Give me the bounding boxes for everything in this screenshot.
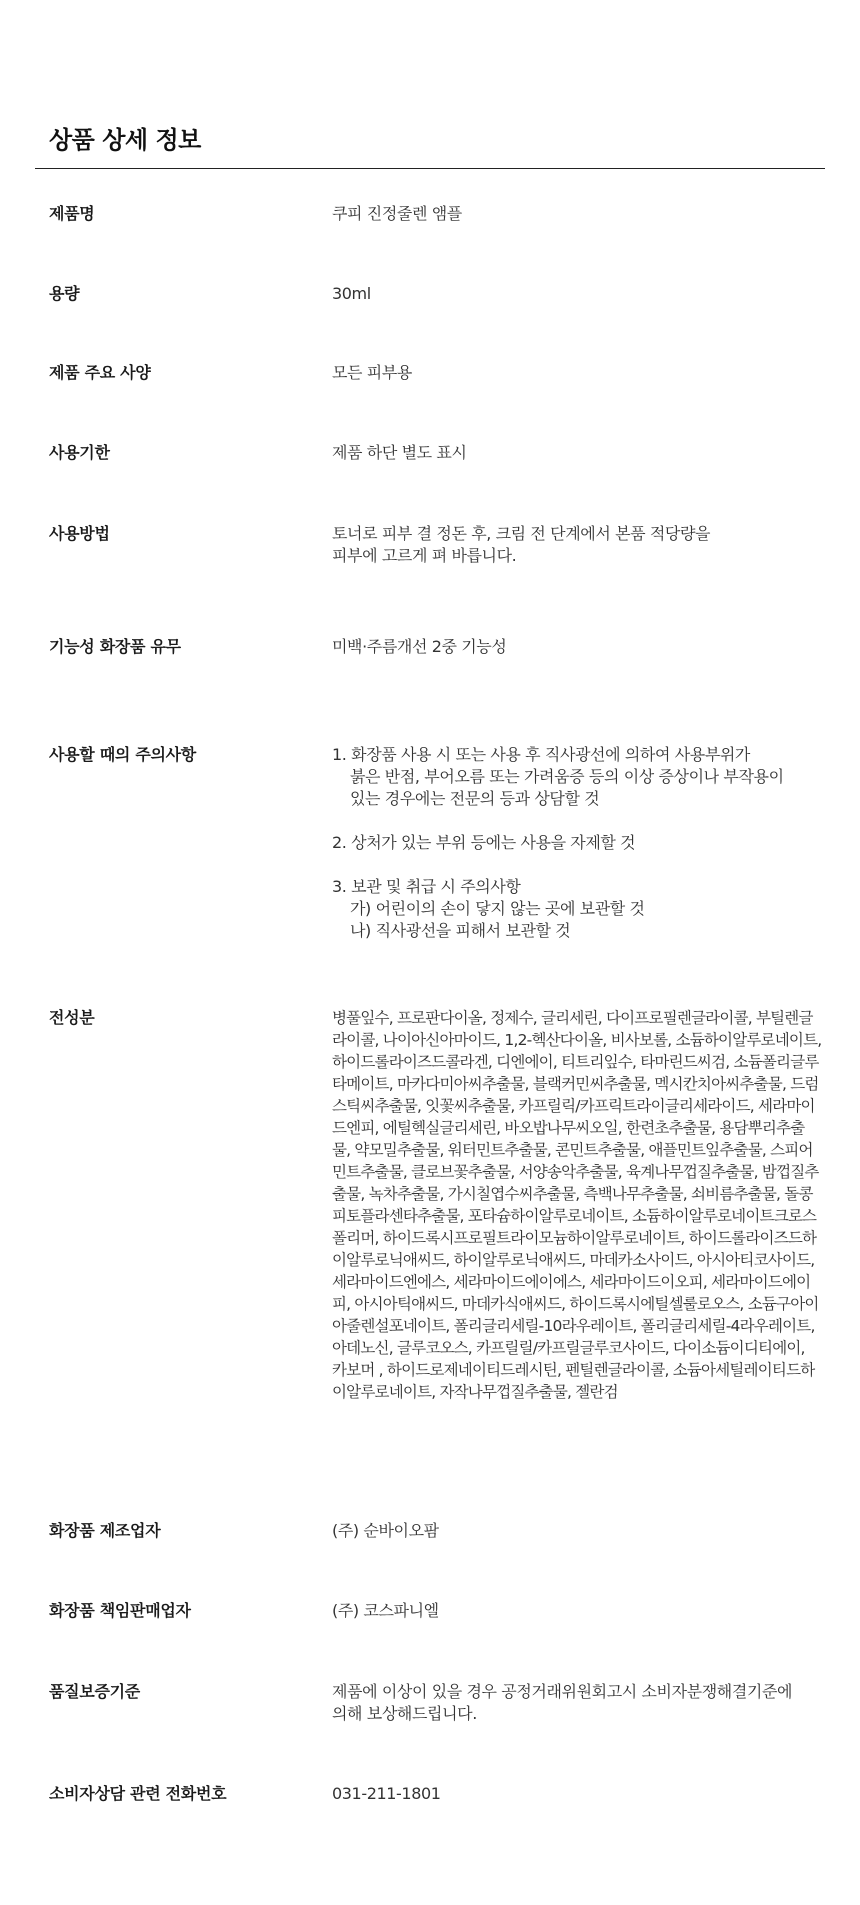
value-seller: (주) 코스파니엘: [332, 1601, 439, 1620]
value-functional: 미백·주름개선 2중 기능성: [332, 637, 507, 656]
label-seller: 화장품 책임판매업자: [49, 1601, 191, 1620]
caution-item: [332, 832, 822, 854]
value-expiry: 제품 하단 별도 표시: [332, 443, 467, 462]
label-usage: 사용방법: [49, 524, 110, 543]
value-product-name: 쿠피 진정줄렌 앰플: [332, 204, 462, 223]
label-volume: 용량: [49, 284, 80, 303]
label-quality: 품질보증기준: [49, 1682, 140, 1701]
value-specs: 모든 피부용: [332, 363, 412, 382]
caution-text: 3. 보관 및 취급 시 주의사항: [332, 877, 521, 896]
value-manufacturer: (주) 순바이오팜: [332, 1521, 439, 1540]
label-cautions: 사용할 때의 주의사항: [49, 745, 196, 764]
caution-text: 2. 상처가 있는 부위 등에는 사용을 자제할 것: [332, 833, 636, 852]
label-phone: 소비자상담 관련 전화번호: [49, 1784, 227, 1803]
value-cautions: [332, 744, 822, 942]
label-product-name: 제품명: [49, 204, 95, 223]
caution-item: [332, 744, 822, 810]
caution-subtext: 나) 직사광선을 피해서 보관할 것: [350, 921, 571, 940]
caution-item: [332, 876, 822, 942]
label-functional: 기능성 화장품 유무: [49, 637, 181, 656]
caution-subtext: 있는 경우에는 전문의 등과 상담할 것: [350, 789, 600, 808]
title-divider: [35, 168, 825, 169]
label-expiry: 사용기한: [49, 443, 110, 462]
usage-line: 피부에 고르게 펴 바릅니다.: [332, 546, 517, 565]
quality-line: 의해 보상해드립니다.: [332, 1704, 477, 1723]
quality-line: 제품에 이상이 있을 경우 공정거래위원회고시 소비자분쟁해결기준에: [332, 1682, 793, 1701]
value-quality: [332, 1681, 822, 1725]
usage-line: 토너로 피부 결 정돈 후, 크림 전 단계에서 본품 적당량을: [332, 524, 711, 543]
value-phone: 031-211-1801: [332, 1784, 441, 1803]
value-usage: [332, 523, 822, 567]
label-manufacturer: 화장품 제조업자: [49, 1521, 161, 1540]
value-volume: 30ml: [332, 284, 371, 303]
label-specs: 제품 주요 사양: [49, 363, 151, 382]
section-title: 상품 상세 정보: [49, 126, 201, 154]
value-ingredients: 병풀잎수, 프로판다이올, 정제수, 글리세린, 다이프로필렌글라이콜, 부틸렌글라이콜, 나이아신아마이드, 1,2-헥산다이올, 비사보롤, 소듐하이알루로네이트, 하이드롤라이즈드콜라겐, 디엔에이, 티트리잎수, 타마린드씨검, 소듐폴리글루타메이트, 마카다미아씨추출물, 블랙커민씨추출물, 멕시칸치아씨추출물, 드럼스틱씨추출물, 잇꽃씨추출물, 카프릴릭/카프릭트라이글리세라이드, 세라마이드엔피, 에틸헥실글리세린, 바오밥나무씨오일, 한련초추출물, 용담뿌리추출물, 약모밀추출물, 워터민트추출물, 콘민트추출물, 애플민트잎추출물, 스피어민트추출물, 클로브꽃추출물, 서양송악추출물, 육계나무껍질추출물, 밤껍질추출물, 녹차추출물, 가시칠엽수씨추출물, 측백나무추출물, 쇠비름추출물, 돌콩피토플라센타추출물, 포타슘하이알루로네이트, 소듐하이알루로네이트크로스폴리머, 하이드록시프로필트라이모늄하이알루로네이트, 하이드롤라이즈드하이알루로닉애씨드, 하이알루로닉애씨드, 마데카소사이드, 아시아티코사이드, 세라마이드엔에스, 세라마이드에이에스, 세라마이드이오피, 세라마이드에이피, 아시아틱애씨드, 마데카식애씨드, 하이드록시에틸셀룰로오스, 소듐구아이아줄렌설포네이트, 폴리글리세릴-10라우레이트, 폴리글리세릴-4라우레이트, 아데노신, 글루코오스, 카프릴릴/카프릴글루코사이드, 다이소듐이디티에이, 카보머 , 하이드로제네이티드레시틴, 펜틸렌글라이콜, 소듐아세틸레이티드하이알루로네이트, 자작나무껍질추출물, 젤란검: [332, 1009, 822, 1401]
caution-text: 1. 화장품 사용 시 또는 사용 후 직사광선에 의하여 사용부위가: [332, 745, 750, 764]
caution-subtext: 가) 어린이의 손이 닿지 않는 곳에 보관할 것: [350, 899, 645, 918]
label-ingredients: 전성분: [49, 1008, 95, 1027]
caution-subtext: 붉은 반점, 부어오름 또는 가려움증 등의 이상 증상이나 부작용이: [350, 767, 784, 786]
